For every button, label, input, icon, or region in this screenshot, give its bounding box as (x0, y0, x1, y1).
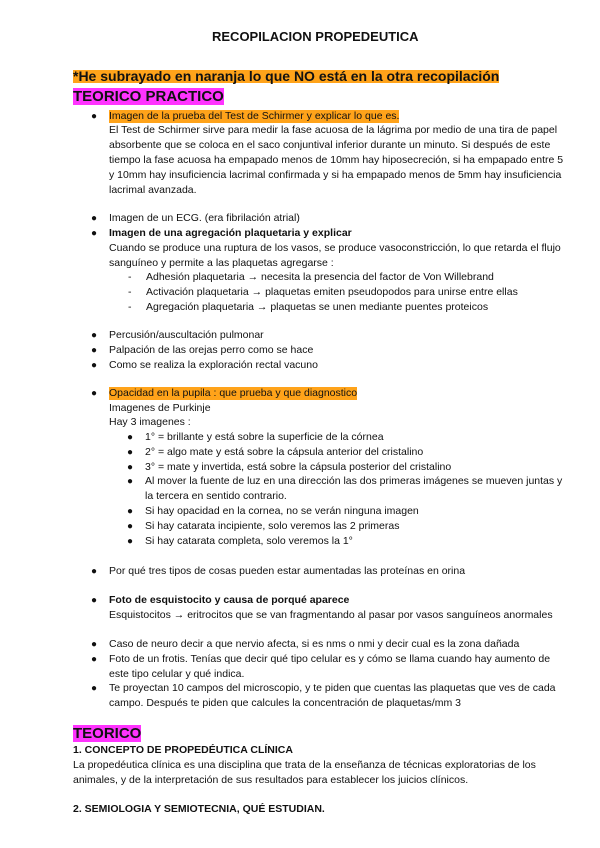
bullet-icon: ● (127, 521, 134, 532)
page-title: RECOPILACION PROPEDEUTICA (212, 29, 419, 44)
bullet-icon: ● (127, 432, 134, 443)
bullet-icon: ● (91, 228, 98, 239)
paragraph-line: Hay 3 imagenes : (109, 416, 191, 428)
sub-item: Si hay catarata incipiente, solo veremos las 2 primeras (145, 520, 400, 532)
bullet-icon: ● (91, 595, 98, 606)
section-heading-teorico: TEORICO (73, 725, 142, 742)
dash-icon: - (128, 286, 132, 298)
question-proteinas: Por qué tres tipos de cosas pueden estar aumentadas las proteínas en orina (109, 565, 466, 577)
sub-item: 1° = brillante y está sobre la superficie de la córnea (145, 431, 384, 443)
list-item: Te proyectan 10 campos del microscopio, y te piden que cuentas las plaquetas que ves de cada (109, 682, 556, 694)
subsection-heading: 1. CONCEPTO DE PROPEDÉUTICA CLÍNICA (73, 744, 293, 756)
paragraph-line: El Test de Schirmer sirve para medir la fase acuosa de la lágrima por medio de una tira de papel (109, 124, 558, 136)
sub-item: Si hay opacidad en la cornea, no se verán ninguna imagen (145, 505, 419, 517)
dash-item: Activación plaquetaria → plaquetas emiten pseudopodos para unirse entre ellas (146, 286, 518, 298)
bullet-icon: ● (127, 506, 134, 517)
paragraph-line: Imagenes de Purkinje (109, 402, 211, 414)
dash-item: Adhesión plaquetaria → necesita la presencia del factor de Von Willebrand (146, 271, 494, 283)
paragraph-line: La propedéutica clínica es una disciplina que trata de la enseñanza de técnicas exploratorias de los (73, 759, 536, 771)
paragraph-line: y 10mm hay insuficiencia lacrimal confirmada y si ha empapado menos de 5mm hay insuficiencia (109, 169, 562, 181)
bullet-icon: ● (91, 330, 98, 341)
list-item: Como se realiza la exploración rectal vacuno (109, 359, 318, 371)
bullet-icon: ● (91, 213, 98, 224)
list-item: Foto de un frotis. Tenías que decir qué tipo celular es y cómo se llama cuando hay aumento de (109, 653, 551, 665)
paragraph-line: Esquistocitos → eritrocitos que se van fragmentando al pasar por vasos sanguíneos anormales (109, 609, 553, 621)
question-ecg: Imagen de un ECG. (era fibrilación atrial) (109, 212, 300, 224)
sub-item: 3° = mate y invertida, está sobre la cápsula posterior del cristalino (145, 461, 452, 473)
bullet-icon: ● (91, 388, 98, 399)
paragraph-line: lacrimal avanzada. (109, 184, 197, 196)
sub-item: Al mover la fuente de luz en una dirección las dos primeras imágenes se mueven juntas y (145, 475, 563, 487)
bullet-icon: ● (91, 360, 98, 371)
question-opacidad: Opacidad en la pupila : que prueba y que diagnostico (109, 387, 358, 399)
bullet-icon: ● (127, 447, 134, 458)
bullet-icon: ● (127, 462, 134, 473)
paragraph-line: absorbente que se coloca en el saco conjuntival inferior durante un minuto. Si después de este (109, 139, 551, 151)
list-item-continuation: este tipo celular y qué indica. (109, 668, 245, 680)
highlight-note: *He subrayado en naranja lo que NO está en la otra recopilación (73, 68, 500, 84)
list-item: Palpación de las orejas perro como se hace (109, 344, 314, 356)
section-heading-teorico-practico: TEORICO PRACTICO (73, 88, 224, 105)
bullet-icon: ● (127, 476, 134, 487)
dash-icon: - (128, 301, 132, 313)
bullet-icon: ● (91, 345, 98, 356)
list-item-continuation: campo. Después te piden que calcules la concentración de plaquetas/mm 3 (109, 697, 461, 709)
sub-item-continuation: la tercera en sentido contrario. (145, 490, 287, 502)
bullet-icon: ● (91, 639, 98, 650)
bullet-icon: ● (91, 566, 98, 577)
subsection-heading: 2. SEMIOLOGIA Y SEMIOTECNIA, QUÉ ESTUDIAN. (73, 803, 325, 815)
dash-icon: - (128, 271, 132, 283)
bullet-icon: ● (127, 536, 134, 547)
paragraph-line: sanguíneo y permite a las plaquetas agregarse : (109, 257, 334, 269)
sub-item: Si hay catarata completa, solo veremos la 1° (145, 535, 353, 547)
list-item: Caso de neuro decir a que nervio afecta, si es nms o nmi y decir cual es la zona dañada (109, 638, 520, 650)
bullet-icon: ● (91, 111, 98, 122)
bullet-icon: ● (91, 654, 98, 665)
dash-item: Agregación plaquetaria → plaquetas se unen mediante puentes proteicos (146, 301, 489, 313)
question-schirmer: Imagen de la prueba del Test de Schirmer y explicar lo que es. (109, 110, 400, 122)
bullet-icon: ● (91, 683, 98, 694)
paragraph-line: tiempo la fase acuosa ha empapado menos de 10mm hay hiposecreción, si ha empapado entre 5 (109, 154, 564, 166)
question-esquistocito: Foto de esquistocito y causa de porqué aparece (109, 594, 350, 606)
question-agregacion: Imagen de una agregación plaquetaria y explicar (109, 227, 352, 239)
list-item: Percusión/auscultación pulmonar (109, 329, 264, 341)
paragraph-line: Cuando se produce una ruptura de los vasos, se produce vasoconstricción, lo que retarda el flujo (109, 242, 561, 254)
sub-item: 2° = algo mate y está sobre la cápsula anterior del cristalino (145, 446, 424, 458)
paragraph-line: animales, y de la interpretación de sus resultados para establecer los juicios clínicos. (73, 774, 469, 786)
